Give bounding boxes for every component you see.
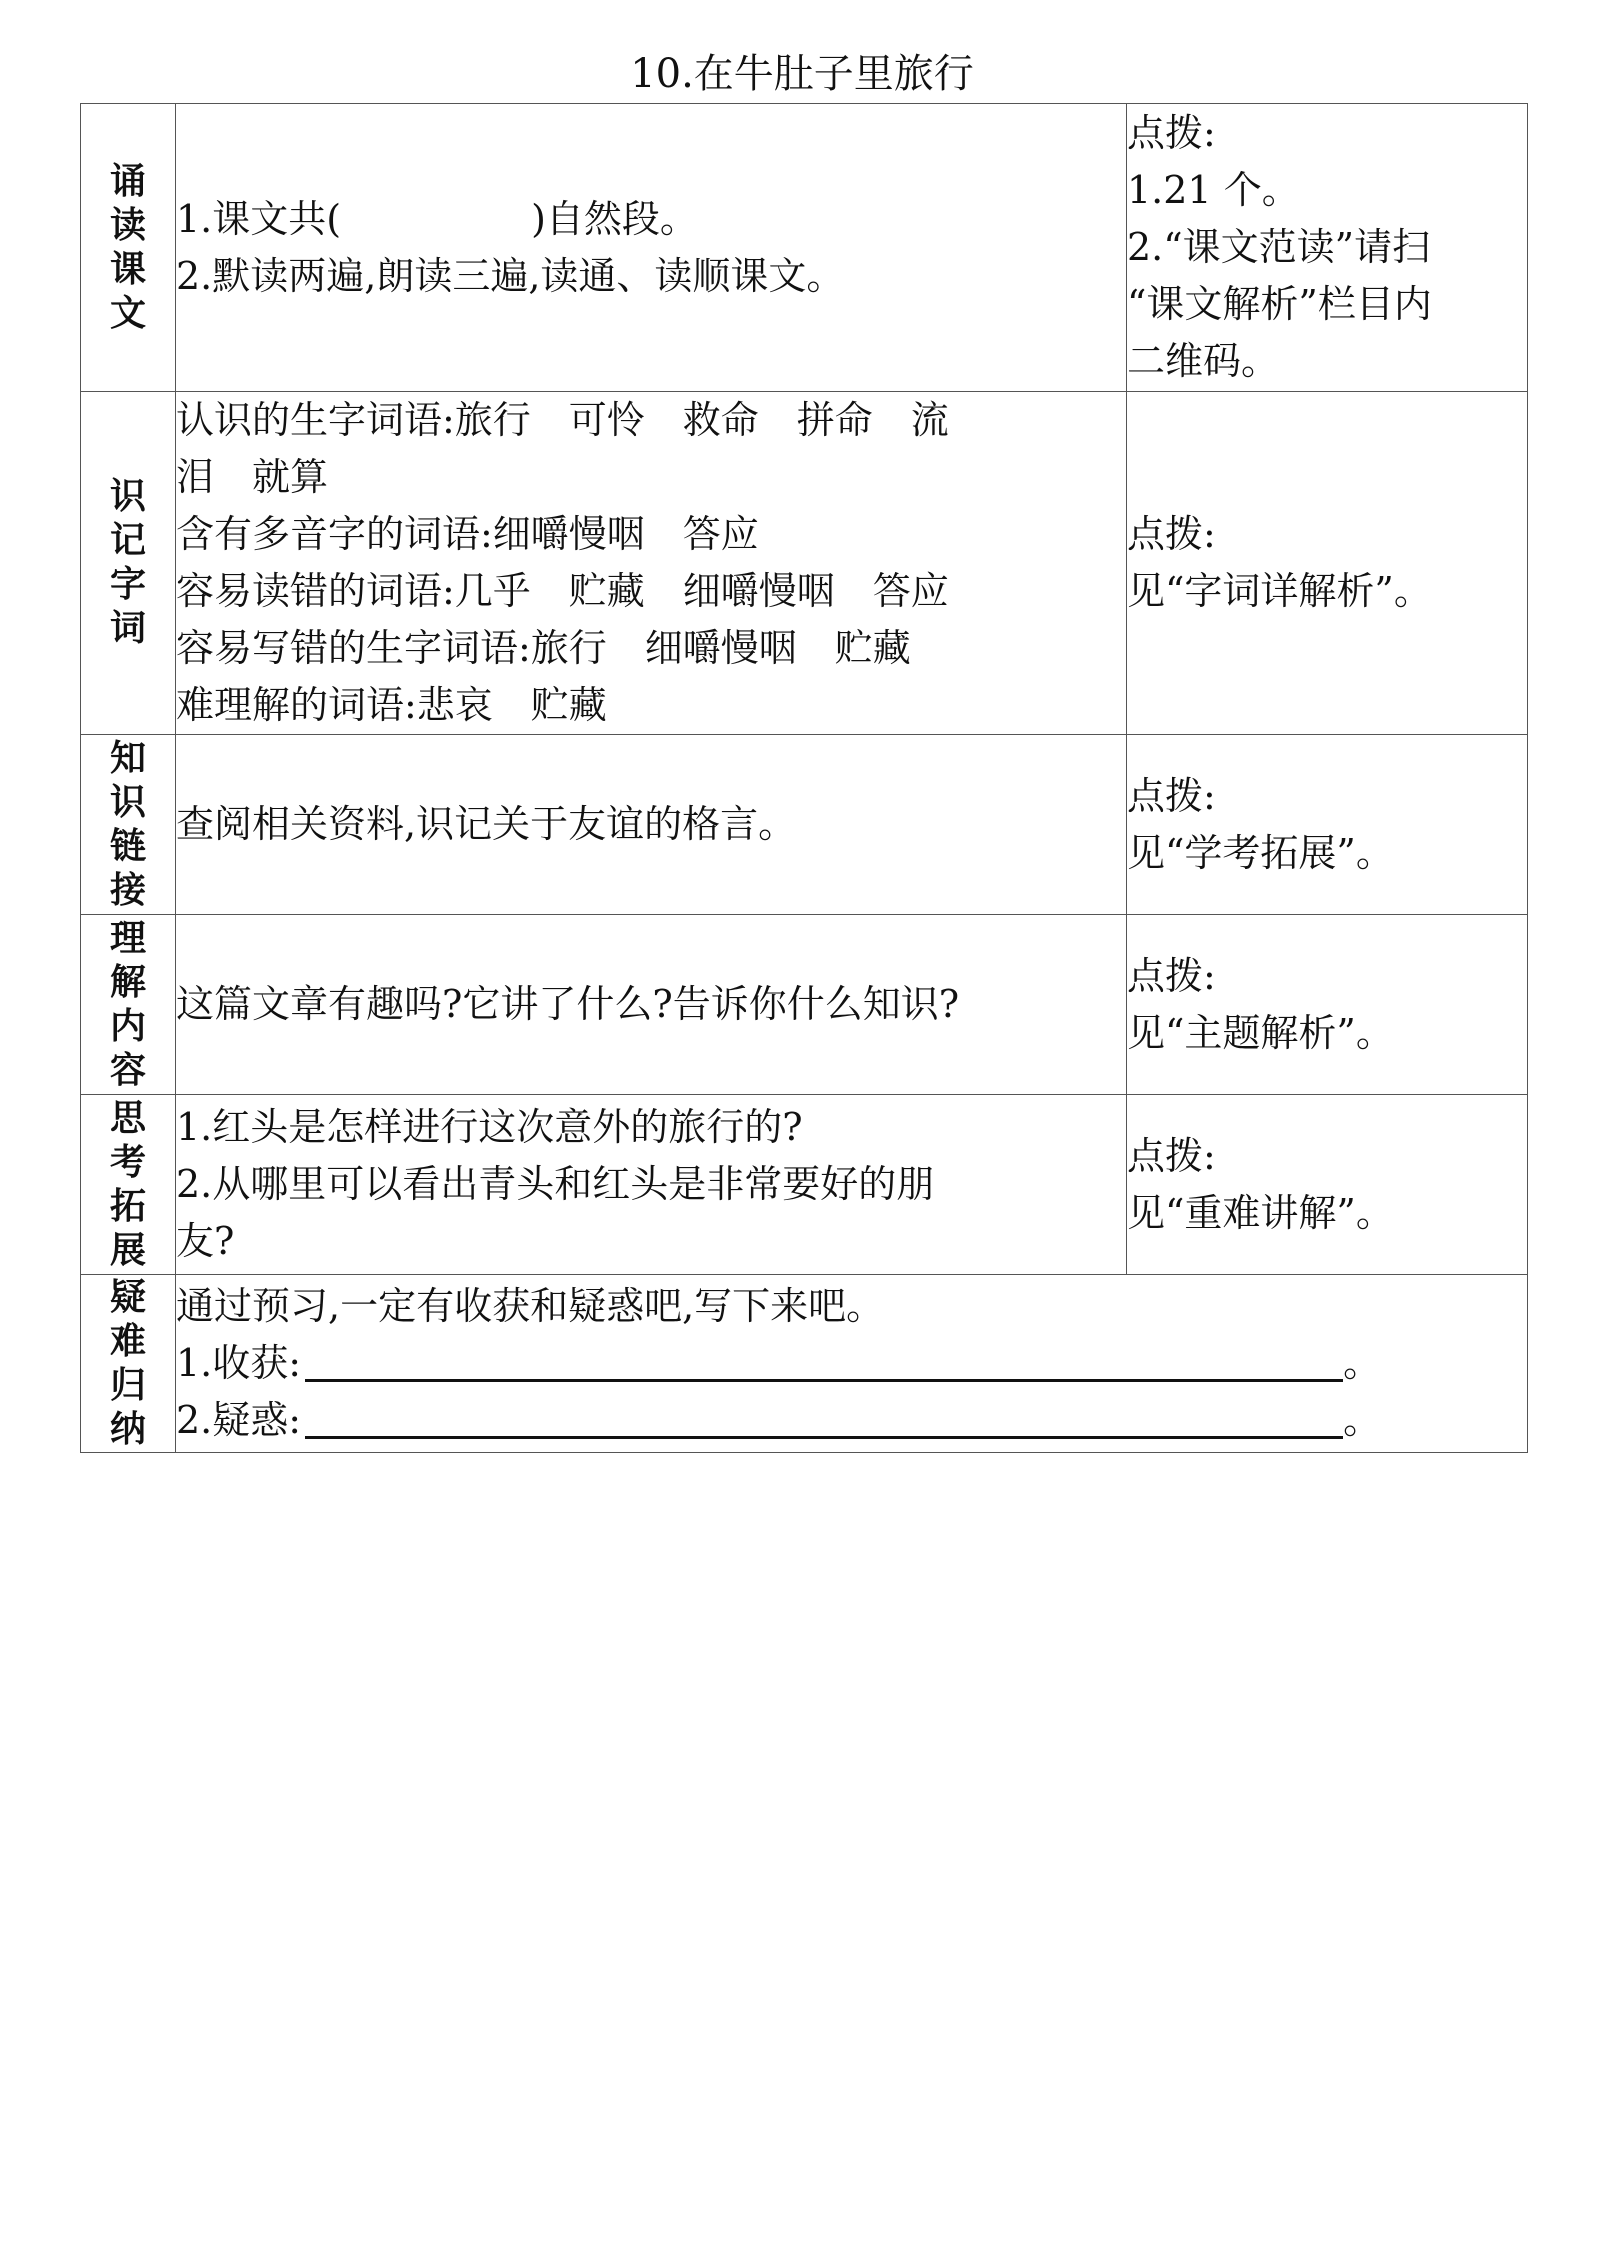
doubts-label: 2.疑惑: xyxy=(176,1398,302,1442)
row-label: 理 解 内 容 xyxy=(81,915,176,1095)
page-title: 10.在牛肚子里旅行 xyxy=(630,51,974,97)
table-row xyxy=(81,735,1528,915)
paragraph-count-prompt: 1.课文共( xyxy=(176,196,342,241)
row-hint: 点拨: 1.21 个。 2.“课文范读”请扫 “课文解析”栏目内 二维码。 xyxy=(1127,104,1528,392)
row-label: 思 考 拓 展 xyxy=(81,1095,176,1275)
row-label: 诵 读 课 文 xyxy=(81,104,176,392)
row-content: 1.课文共( )自然段。 2.默读两遍,朗读三遍,读通、读顺课文。 xyxy=(176,104,1127,392)
row-label: 疑 难 归 纳 xyxy=(81,1275,176,1453)
table-row xyxy=(81,392,1528,735)
row-content: 通过预习,一定有收获和疑惑吧,写下来吧。 1.收获: 。 2.疑惑: 。 xyxy=(176,1275,1528,1453)
table-row xyxy=(81,915,1528,1095)
doubts-answer-line[interactable] xyxy=(305,1394,1343,1439)
preview-table xyxy=(80,103,1528,1453)
gains-label: 1.收获: xyxy=(176,1341,302,1385)
row-hint: 点拨: 见“字词详解析”。 xyxy=(1127,392,1528,735)
table-row xyxy=(81,1275,1528,1453)
table-row xyxy=(81,104,1528,392)
row-label: 识 记 字 词 xyxy=(81,392,176,735)
gains-answer-line[interactable] xyxy=(305,1337,1343,1382)
row-label: 知 识 链 接 xyxy=(81,735,176,915)
row-hint: 点拨: 见“学考拓展”。 xyxy=(1127,735,1528,915)
row-hint: 点拨: 见“重难讲解”。 xyxy=(1127,1095,1528,1275)
row-content: 这篇文章有趣吗?它讲了什么?告诉你什么知识? xyxy=(176,915,1127,1095)
row-content: 1.红头是怎样进行这次意外的旅行的? 2.从哪里可以看出青头和红头是非常要好的朋 友? xyxy=(176,1095,1127,1275)
table-row xyxy=(81,1095,1528,1275)
row-content: 查阅相关资料,识记关于友谊的格言。 xyxy=(176,735,1127,915)
row-hint: 点拨: 见“主题解析”。 xyxy=(1127,915,1528,1095)
row-content: 认识的生字词语:旅行 可怜 救命 拼命 流 泪 就算 含有多音字的词语:细嚼慢咽 答应 容易读错的词语:几乎 贮藏 细嚼慢咽 答应 容易写错的生字词语:旅行 细嚼慢咽 贮藏 难理解的词语:悲哀 贮藏 xyxy=(176,392,1127,735)
